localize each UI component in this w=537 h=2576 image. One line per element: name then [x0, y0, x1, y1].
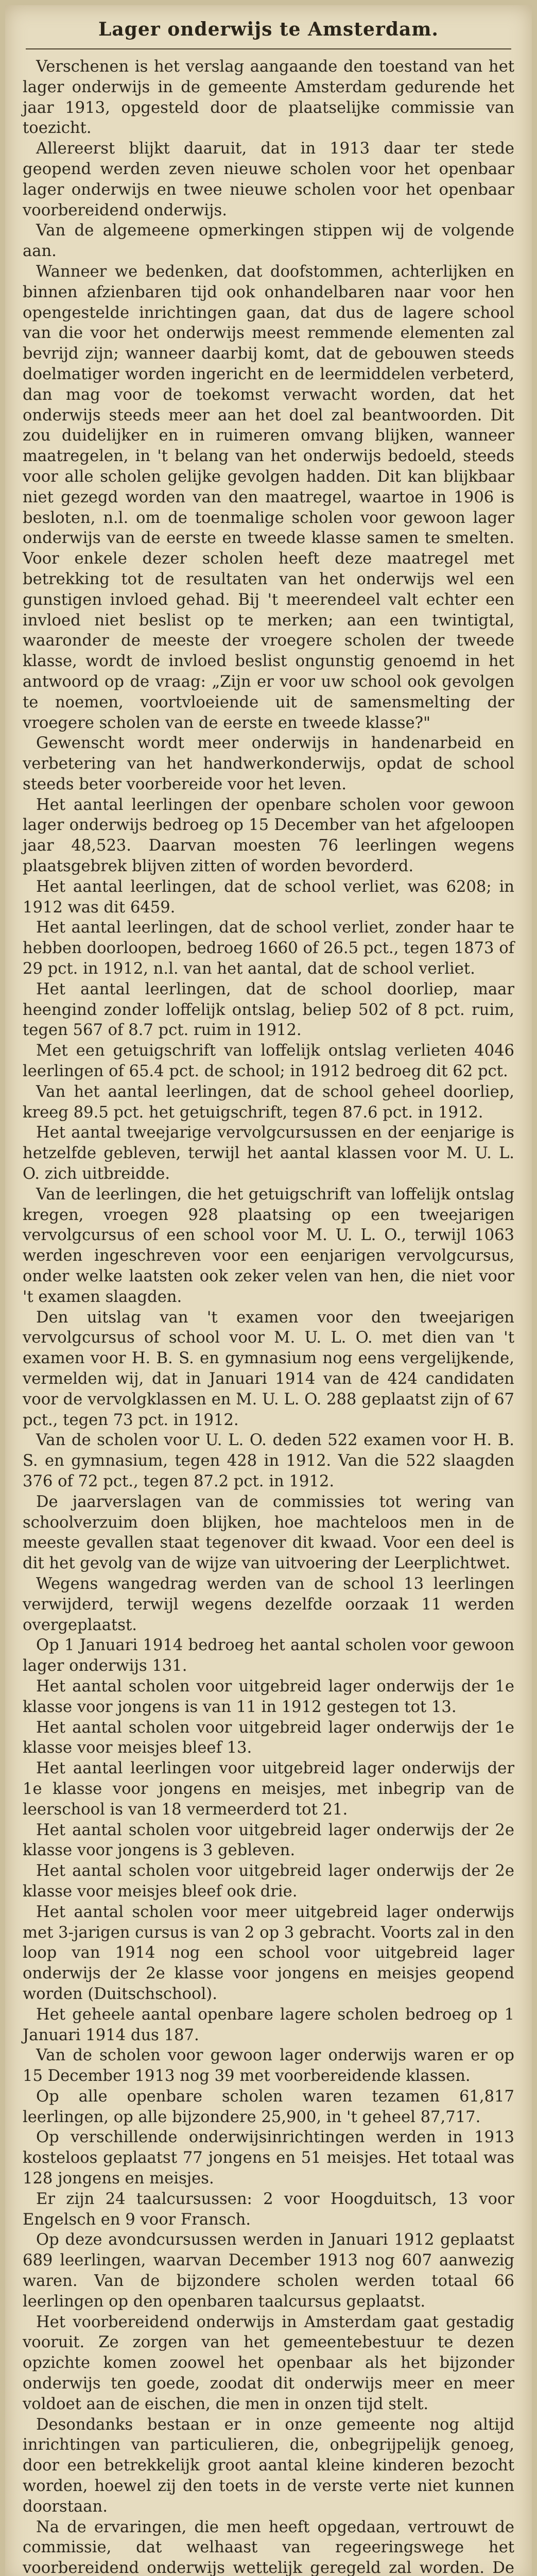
- article-paragraph: Het aantal scholen voor uitgebreid lager onderwijs der 1e klasse voor jongens is van 11 in 1912 gestegen tot 13.: [23, 1677, 514, 1716]
- article-title: Lager onderwijs te Amsterdam.: [98, 19, 439, 40]
- article-paragraph: Het aantal tweejarige vervolgcursussen en der eenjarige is hetzelfde gebleven, terwijl het aantal klassen voor M. U. L. O. zich uitbreidde.: [23, 1124, 514, 1183]
- newspaper-clipping: [5, 5, 532, 2576]
- article-paragraph: Van het aantal leerlingen, dat de school geheel doorliep, kreeg 89.5 pct. het getuigschrift, tegen 87.6 pct. in 1912.: [23, 1082, 514, 1122]
- article-paragraph: Het aantal scholen voor uitgebreid lager onderwijs der 2e klasse voor meisjes bleef ook drie.: [23, 1862, 514, 1901]
- article-paragraph: Het geheele aantal openbare lagere scholen bedroeg op 1 Januari 1914 dus 187.: [23, 2005, 514, 2044]
- article-paragraph: Met een getuigschrift van loffelijk ontslag verlieten 4046 leerlingen of 65.4 pct. de school; in 1912 bedroeg dit 62 pct.: [23, 1042, 514, 1081]
- article-paragraph: Wanneer we bedenken, dat doofstommen, achterlijken en binnen afzienbaren tijd ook onhandelbaren naar voor hen opengestelde inrichtingen gaan, dat dus de lagere school van die voor het onderwijs meest remmende elementen zal bevrijd zijn; wanneer daarbij komt, dat de gebouwen steeds doelmatiger worden ingericht en de leermiddelen verbeterd, dan mag voor de toekomst verwacht worden, dat het onderwijs steeds meer aan het doel zal beantwoorden. Dit zou duidelijker en in ruimeren omvang blijken, wanneer maatregelen, in 't belang van het onderwijs bedoeld, steeds voor alle scholen gelijke gevolgen hadden. Dit kan blijkbaar niet gezegd worden van den maatregel, waartoe in 1906 is besloten, n.l. om de toenmalige scholen voor gewoon lager onderwijs van de eerste en tweede klasse samen te smelten. Voor enkele dezer scholen heeft deze maatregel met betrekking tot de resultaten van het onderwijs wel een gunstigen invloed gehad. Bij 't meerendeel valt echter een invloed niet beslist op te merken; aan een twintigtal, waaronder de meeste der vroegere scholen der tweede klasse, wordt de invloed beslist ongunstig genoemd in het antwoord op de vraag: „Zijn er voor uw school ook gevolgen te noemen, voortvloeiende uit de samensmelting der vroegere scholen van de eerste en tweede klasse?": [23, 262, 514, 732]
- article-paragraph: Op alle openbare scholen waren tezamen 61,817 leerlingen, op alle bijzondere 25,900, in 't geheel 87,717.: [23, 2087, 514, 2126]
- article-body: [5, 57, 532, 2576]
- article-paragraph: Van de scholen voor gewoon lager onderwijs waren er op 15 December 1913 nog 39 met voorbereidende klassen.: [23, 2046, 514, 2086]
- title-divider: [26, 48, 511, 49]
- article-paragraph: Allereerst blijkt daaruit, dat in 1913 daar ter stede geopend werden zeven nieuwe scholen voor het openbaar lager onderwijs en twee nieuwe scholen voor het openbaar voorbereidend onderwijs.: [23, 140, 514, 219]
- article-paragraph: Gewenscht wordt meer onderwijs in handenarbeid en verbetering van het handwerkonderwijs, opdat de school steeds beter voorbereide voor het leven.: [23, 734, 514, 793]
- article-paragraph: Op deze avondcursussen werden in Januari 1912 geplaatst 689 leerlingen, waarvan December 1913 nog 607 aanwezig waren. Van de bijzondere scholen werden totaal 66 leerlingen op den openbaren taalcursus geplaatst.: [23, 2231, 514, 2311]
- article-paragraph: Op 1 Januari 1914 bedroeg het aantal scholen voor gewoon lager onderwijs 131.: [23, 1636, 514, 1675]
- article-paragraph: Desondanks bestaan er in onze gemeente nog altijd inrichtingen van particulieren, die, onbegrijpelijk genoeg, door een betrekkelijk groot aantal kleine kinderen bezocht worden, hoewel zij den toets in de verste verte niet kunnen doorstaan.: [23, 2415, 514, 2516]
- article-paragraph: Het aantal scholen voor meer uitgebreid lager onderwijs met 3-jarigen cursus is van 2 op 3 gebracht. Voorts zal in den loop van 1914 nog een school voor uitgebreid lager onderwijs der 2e klasse voor jongens en meisjes geopend worden (Duitschschool).: [23, 1903, 514, 2003]
- article-paragraph: Den uitslag van 't examen voor den tweejarigen vervolgcursus of school voor M. U. L. O. met dien van 't examen voor H. B. S. en gymnasium nog eens vergelijkende, vermelden wij, dat in Januari 1914 van de 424 candidaten voor de vervolgklassen en M. U. L. O. 288 geplaatst zijn of 67 pct., tegen 73 pct. in 1912.: [23, 1308, 514, 1429]
- article-paragraph: Van de leerlingen, die het getuigschrift van loffelijk ontslag kregen, vroegen 928 plaatsing op een tweejarigen vervolgcursus of een school voor M. U. L. O., terwijl 1063 werden ingeschreven voor een eenjarigen vervolgcursus, onder welke laatsten ook zeker velen van hen, die niet voor 't examen slaagden.: [23, 1185, 514, 1306]
- article-paragraph: Er zijn 24 taalcursussen: 2 voor Hoogduitsch, 13 voor Engelsch en 9 voor Fransch.: [23, 2190, 514, 2229]
- article-paragraph: Het voorbereidend onderwijs in Amsterdam gaat gestadig vooruit. Ze zorgen van het gemeentebestuur te dezen opzichte komen zoowel het openbaar als het bijzonder onderwijs ten goede, zoodat dit onderwijs meer en meer voldoet aan de eischen, die men in onzen tijd stelt.: [23, 2313, 514, 2413]
- article-paragraph: Het aantal leerlingen, dat de school verliet, zonder haar te hebben doorloopen, bedroeg 1660 of 26.5 pct., tegen 1873 of 29 pct. in 1912, n.l. van het aantal, dat de school verliet.: [23, 919, 514, 978]
- article-paragraph: Verschenen is het verslag aangaande den toestand van het lager onderwijs in de gemeente Amsterdam gedurende het jaar 1913, opgesteld door de plaatselijke commissie van toezicht.: [23, 58, 514, 138]
- article-paragraph: Het aantal scholen voor uitgebreid lager onderwijs der 1e klasse voor meisjes bleef 13.: [23, 1718, 514, 1757]
- article-paragraph: Van de algemeene opmerkingen stippen wij de volgende aan.: [23, 222, 514, 261]
- article-paragraph: Het aantal leerlingen, dat de school doorliep, maar heengind zonder loffelijk ontslag, beliep 502 of 8 pct. ruim, tegen 567 of 8.7 pct. ruim in 1912.: [23, 980, 514, 1040]
- article-paragraph: Het aantal leerlingen der openbare scholen voor gewoon lager onderwijs bedroeg op 15 December van het afgeloopen jaar 48,523. Daarvan moesten 76 leerlingen wegens plaatsgebrek blijven zitten of worden bevorderd.: [23, 795, 514, 876]
- article-paragraph: Het aantal scholen voor uitgebreid lager onderwijs der 2e klasse voor jongens is 3 gebleven.: [23, 1821, 514, 1860]
- article-paragraph: De jaarverslagen van de commissies tot wering van schoolverzuim doen blijken, hoe machteloos men in de meeste gevallen staat tegenover dit kwaad. Voor een deel is dit het gevolg van de wijze van uitvoering der Leerplichtwet.: [23, 1493, 514, 1573]
- article-paragraph: Het aantal leerlingen voor uitgebreid lager onderwijs der 1e klasse voor jongens en meisjes, met inbegrip van de leerschool is van 18 vermeerderd tot 21.: [23, 1759, 514, 1819]
- article-paragraph: Wegens wangedrag werden van de school 13 leerlingen verwijderd, terwijl wegens dezelfde oorzaak 11 werden overgeplaatst.: [23, 1574, 514, 1634]
- article-paragraph: Van de scholen voor U. L. O. deden 522 examen voor H. B. S. en gymnasium, tegen 428 in 1912. Van die 522 slaagden 376 of 72 pct., tegen 87.2 pct. in 1912.: [23, 1431, 514, 1490]
- article-paragraph: Het aantal leerlingen, dat de school verliet, was 6208; in 1912 was dit 6459.: [23, 877, 514, 917]
- article-paragraph: Op verschillende onderwijsinrichtingen werden in 1913 kosteloos geplaatst 77 jongens en 51 meisjes. Het totaal was 128 jongens en meisjes.: [23, 2128, 514, 2188]
- article-paragraph: Na de ervaringen, die men heeft opgedaan, vertrouwt de commissie, dat welhaast van regeeringswege het voorbereidend onderwijs wettelijk geregeld zal worden. De: [23, 2518, 514, 2576]
